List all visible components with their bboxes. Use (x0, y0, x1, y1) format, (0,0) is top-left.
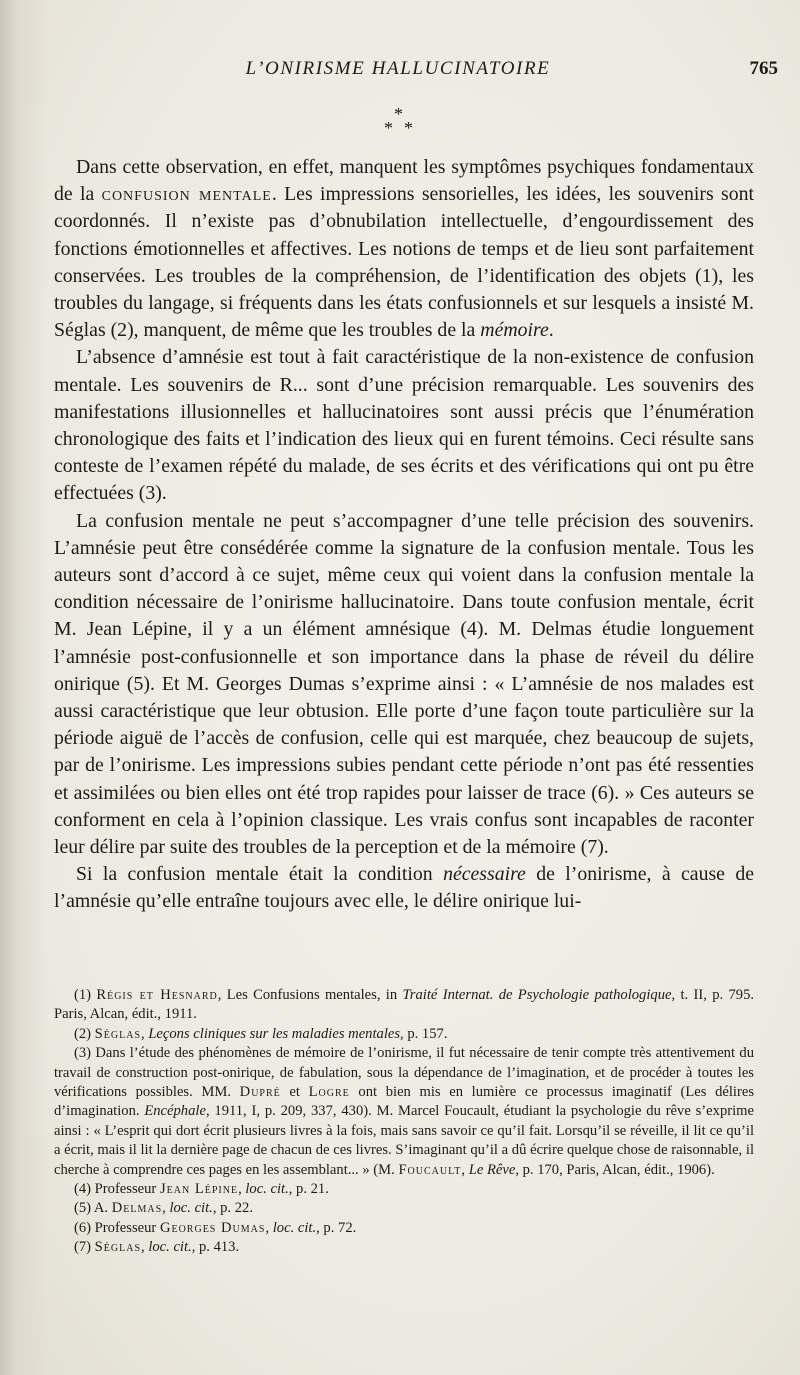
footnote-3-author-foucault: Foucault (398, 1161, 462, 1178)
footnote-4-number: (4) (74, 1181, 95, 1198)
footnote-3-text-c: ont bien mis en lumière ce processus imaginatif (Les délires d’imagination. (54, 1084, 754, 1120)
page-header (58, 58, 778, 84)
body-text (54, 154, 754, 916)
footnote-5-text-a: A. (93, 1200, 112, 1217)
paragraph-2: L’absence d’amnésie est tout à fait caractéristique de la non-existence de confusion mentale. Les souvenirs de R... sont d’une précision remarquable. Les souvenirs des manifestations illusionnelles et hallucinatoires sont aussi précis que l’énumération chronologique des faits et l’indication des lieux qui en furent témoins. Ceci résulte sans conteste de l’examen répété du malade, de ses écrits et des vérifications qui ont pu être effectuées (3). (54, 346, 754, 505)
footnote-5-text-c: , p. 22. (212, 1200, 253, 1217)
footnote-1-text-a: , Les Confusions mentales, in (217, 987, 403, 1003)
footnote-6-number: (6) (74, 1219, 95, 1236)
footnote-2-text-a: , (141, 1025, 149, 1042)
footnote-5-number: (5) (74, 1200, 94, 1217)
paragraph-3: La confusion mentale ne peut s’accompagner d’une telle précision des souvenirs. L’amnésie peut être consédérée comme la signature de la confusion mentale. Tous les auteurs sont d’accord à ce sujet, même ceux qui voient dans la confusion mentale la condition nécessaire de l’onirisme hallucinatoire. Dans toute confusion mentale, écrit M. Jean Lépine, il y a un élément amnésique (4). M. Delmas étudie longuement l’amnésie post-confusionnelle et son importance dans la phase de réveil du délire onirique (5). Et M. Georges Dumas s’exprime ainsi : « L’amnésie de nos malades est aussi caractéristique que leur obtusion. Elle porte d’une façon toute particulière sur la période aiguë de l’accès de confusion, celle qui est marquée, chez beaucoup de sujets, par de l’onirisme. Les impressions subies pendant cette période n’ont pas été ressenties et assimilées ou bien elles ont été trop rapides pour laisser de trace (6). » Ces auteurs se conforment en cela à l’opinion classique. Les vrais confus sont incapables de raconter leur délire par suite des troubles de la perception et de la mémoire (7). (54, 509, 754, 859)
asterism-section-break (380, 104, 420, 140)
footnote-7-italic: loc. cit. (148, 1239, 192, 1256)
footnote-6-text-a: Professeur (94, 1219, 160, 1236)
footnote-5-author: Delmas (111, 1200, 163, 1217)
footnote-1-author: Régis et Hesnard (96, 987, 218, 1003)
footnote-3-text-a: Dans l’étude des phénomènes de mémoire de l’onirisme, il fut nécessaire de tenir compte très attentivement du travail de construction post-onirique, de fabulation, sous la dépendance de l’imagination, et de procéder à toutes les vérifications possibles. MM. (54, 1045, 754, 1101)
footnote-5-italic: loc. cit. (169, 1200, 213, 1217)
footnote-2 (54, 1025, 754, 1044)
footnote-6-author: Georges Dumas (159, 1219, 266, 1236)
footnote-3-italic-reve: Le Rêve (468, 1161, 516, 1178)
footnote-3-text-b: et (280, 1084, 309, 1101)
footnote-1 (54, 986, 754, 1025)
footnote-3-text-f: , p. 170, Paris, Alcan, édit., 1906). (515, 1161, 715, 1178)
paragraph-4-italic: nécessaire (443, 863, 526, 886)
footnote-7-number: (7) (74, 1239, 95, 1256)
footnote-4-text-b: , (238, 1181, 246, 1198)
asterism-star-left: * (384, 118, 393, 138)
paragraph-4 (54, 861, 754, 915)
paragraph-4-text-b: de l’onirisme, à cause de l’amnésie qu’elle entraîne toujours avec elle, le délire onirique lui- (54, 863, 754, 913)
footnote-4-text-a: Professeur (94, 1181, 160, 1198)
footnote-2-italic: Leçons cliniques sur les maladies mentales (148, 1025, 401, 1042)
footnote-3-text-d: , 1911, I, p. 209, 337, 430). M. Marcel Foucault, étudiant la psychologie du rêve s’exprime ainsi : « L’esprit qui dort écrit plusieurs livres à la fois, mais sans savoir ce qu’il fait. Lorsqu’il se réveille, il lit ce qu’il a écrit, mais il lit la dernière page de chacun de ces livres. S’imaginant qu’il a dû écrire quelque chose de raisonnable, il cherche à comprendre ces pages en les assemblant... » (M. (54, 1103, 754, 1178)
footnote-6-text-c: , p. 72. (316, 1219, 357, 1236)
page-number: 765 (749, 58, 778, 79)
footnote-7-author: Séglas (94, 1239, 142, 1256)
footnote-3-author-logre: Logre (308, 1084, 350, 1101)
asterism-star-top: * (394, 104, 403, 124)
footnote-1-text-b: , t. II, p. 795. Paris, Alcan, édit., 1911. (54, 987, 755, 1023)
footnote-6 (54, 1219, 754, 1238)
footnote-7 (54, 1238, 754, 1257)
paragraph-1-text-c: . (548, 319, 554, 342)
footnote-4 (54, 1180, 754, 1199)
footnotes (54, 986, 754, 1258)
footnote-3-italic-encephale: Encéphale (144, 1103, 206, 1120)
footnote-3-number: (3) (74, 1045, 96, 1062)
paragraph-1-text-b: . Les impressions sensorielles, les idées, les souvenirs sont coordonnés. Il n’existe pas d’obnubilation intellectuelle, d’engourdissement des fonctions émotionnelles et affectives. Les notions de temps et de lieu sont parfaitement conservées. Les troubles de la compréhension, de l’identification des objets (1), les troubles du langage, si fréquents dans les états confusionnels et sur lesquels a insisté M. Séglas (2), manquent, de même que les troubles de la (54, 183, 755, 342)
footnote-1-number: (1) (74, 987, 97, 1003)
paragraph-4-text-a: Si la confusion mentale était la condition (76, 863, 444, 886)
footnote-3-author-dupre: Dupré (239, 1084, 281, 1101)
footnote-2-number: (2) (74, 1025, 95, 1042)
footnote-4-italic: loc. cit. (245, 1181, 289, 1198)
footnote-6-italic: loc. cit. (272, 1219, 317, 1236)
page-edge-shadow (0, 0, 48, 1375)
asterism-star-right: * (404, 118, 413, 138)
footnote-4-author: Jean Lépine (159, 1181, 239, 1198)
paragraph-1 (54, 154, 754, 344)
footnote-2-author: Séglas (94, 1025, 142, 1042)
footnote-5-text-b: , (162, 1200, 170, 1217)
paragraph-1-small-caps: confusion mentale (101, 183, 272, 206)
footnote-1-italic: Traité Internat. de Psychologie pathologique (402, 987, 672, 1003)
running-title: L’ONIRISME HALLUCINATOIRE (245, 58, 551, 79)
footnote-2-text-b: , p. 157. (400, 1025, 448, 1042)
paragraph-1-italic: mémoire (480, 319, 549, 342)
footnote-6-text-b: , (265, 1219, 273, 1236)
footnote-4-text-c: , p. 21. (288, 1181, 329, 1198)
footnote-7-text-b: , p. 413. (191, 1239, 240, 1256)
paragraph-1-text-a: Dans cette observation, en effet, manquent les symptômes psychiques fondamentaux de la (54, 156, 754, 206)
footnote-5 (54, 1199, 754, 1218)
footnote-3-text-e: , (461, 1161, 469, 1178)
footnote-3 (54, 1044, 754, 1180)
footnote-7-text-a: , (141, 1239, 149, 1256)
